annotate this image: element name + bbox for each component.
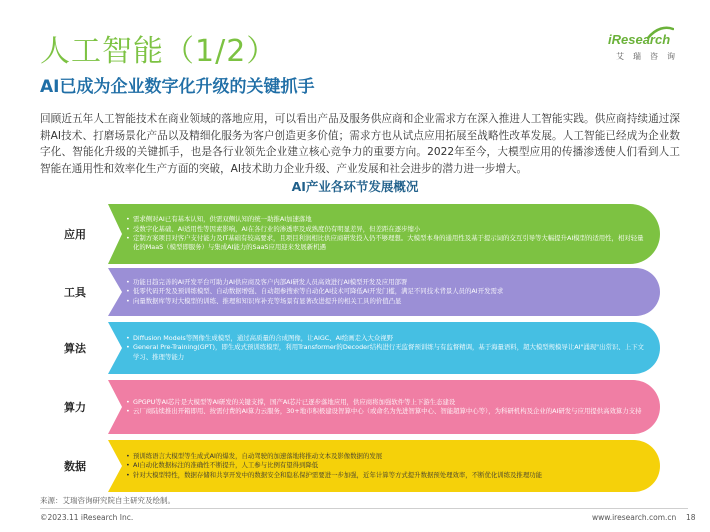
bullet-list xyxy=(126,204,646,264)
bullet-item: • 针对大模型特性，数据存储和共享开发中的数据安全和隐私保护需要进一步加强，近年计算等方式提升数据预处理效率，不断优化训练及推理功能 xyxy=(126,471,646,480)
bullet-item: • Diffusion Models等图像生成模型，通过高质量的合成图像，让AIGC、AI绘画走入大众视野 xyxy=(126,334,646,343)
logo-wordmark: iResearch xyxy=(608,32,671,47)
website-link[interactable]: www.iresearch.com.cn xyxy=(592,513,677,522)
industry-row-data xyxy=(50,440,660,492)
page-title: 人工智能（1/2） xyxy=(40,34,278,69)
bullet-list xyxy=(126,440,646,492)
bullet-item: • 需求侧对AI已有基本认知，供需双侧认知的统一助推AI加速落地 xyxy=(126,215,646,224)
row-label: 算法 xyxy=(64,342,86,355)
copyright-text: ©2023.11 iResearch Inc. xyxy=(40,513,134,522)
row-label: 算力 xyxy=(64,401,86,414)
industry-row-application xyxy=(50,204,660,264)
industry-row-tools xyxy=(50,268,660,316)
row-label: 应用 xyxy=(64,228,86,241)
row-label: 工具 xyxy=(64,286,86,299)
industry-row-algorithm xyxy=(50,322,660,374)
intro-paragraph: 回顾近五年人工智能技术在商业领域的落地应用，可以看出产品及服务供应商和企业需求方在深入推进人工智能实践。供应商持续通过深耕AI技术、打磨场景化产品以及精细化服务为客户创造更多价值；需求方也从试点应用拓展至战略性改革发展。人工智能已经成为企业数字化、智能化升级的关键抓手，也是各行业领先企业建立核心竞争力的重要方向。2022年至今，大模型应用的传播渗透使人们看到人工智能在通用性和效率化生产方面的突破，AI技术助力企业升级、产业发展和社会进步的潜力进一步增大。 xyxy=(40,113,680,175)
bullet-item: • 受数字化基础、AI适用性等因素影响，AI在各行业的渗透率及成熟度仍有明显差异，但差距在逐步缩小 xyxy=(126,225,646,234)
bullet-list xyxy=(126,380,646,434)
page-number: 18 xyxy=(686,513,696,522)
bullet-list xyxy=(126,322,646,374)
bullet-list xyxy=(126,268,646,316)
iresearch-logo xyxy=(608,32,688,66)
bullet-item: • 云厂商陆续推出开箱即用、按需付费的AI算力云服务，30+地市积极建设智算中心（或命名为先进智算中心、智能超算中心等），为科研机构及企业的AI研发与应用提供高效算力支持 xyxy=(126,407,646,416)
bullet-item: • General Pre-Training(GPT)，即生成式预训练模型，利用Transformer的Decoder结构进行无监督预训练与有监督精调，基于海量语料，超大模型规模导让AI"涌现"出常识、上下文学习、推理等能力 xyxy=(126,343,646,362)
logo-chinese-name: 艾瑞咨询 xyxy=(616,52,684,61)
bullet-item: • GPGPU等AI芯片是大模型等AI研发的关键支撑，国产AI芯片已逐步落地应用，供应商将加强软件等上下游生态建设 xyxy=(126,398,646,407)
bullet-item: • 向量数据库等对大模型的训练、推理和知识库补充等场景有显著改进提升的相关工具的价值凸显 xyxy=(126,297,646,306)
bullet-item: • 功能日趋完善的AI开发平台可助力AI供应商及客户内部AI研发人员高效进行AI模型开发及应用部署 xyxy=(126,278,646,287)
bullet-item: • 定制方案项目对客户支付能力及IT基础有较高要求，且项目利润相比供应商研发投入仍不够理想。大模型本身的通用性及基于提示词的交互引导等大幅提升AI模型的适用性，相对轻量化的MaaS（模型即服务）与集成AI能力的SaaS应用迎来发展新机遇 xyxy=(126,234,646,253)
row-label: 数据 xyxy=(64,460,86,473)
bullet-item: • 低零代码开发及预训练模型、自动数据增强、自动超参搜索等自动化AI技术可降低AI开发门槛，满足不同技术背景人员的AI开发需求 xyxy=(126,287,646,296)
footer-divider xyxy=(40,508,688,509)
section-title: AI产业各环节发展概况 xyxy=(291,179,419,194)
bullet-item: • AI自动化数据标注的准确性不断提升，人工参与比例有望得到降低 xyxy=(126,461,646,470)
page-subtitle: AI已成为企业数字化升级的关键抓手 xyxy=(40,77,315,97)
bullet-item: • 预训练语言大模型等生成式AI的爆发，自动驾驶的加速落地将推动文本及影像数据的发展 xyxy=(126,452,646,461)
source-note: 来源：艾瑞咨询研究院自主研究及绘制。 xyxy=(40,496,175,505)
industry-row-compute xyxy=(50,380,660,434)
